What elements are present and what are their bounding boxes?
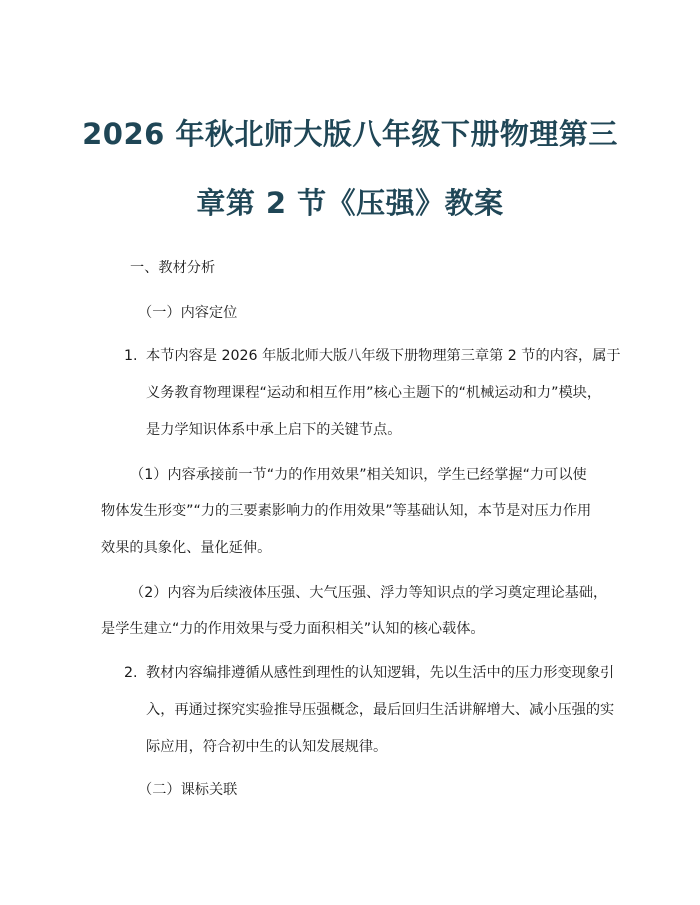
subsection-heading-curriculum-standards: （二）课标关联 <box>138 782 238 798</box>
para1-line-2: 物体发生形变”“力的三要素影响力的作用效果”等基础认知，本节是对压力作用 <box>101 503 592 519</box>
section-heading-textbook-analysis: 一、教材分析 <box>130 260 216 276</box>
list-number-1: 1. <box>124 348 138 364</box>
item2-line-2: 入，再通过探究实验推导压强概念，最后回归生活讲解增大、减小压强的实 <box>146 702 615 718</box>
para2-line-2: 是学生建立“力的作用效果与受力面积相关”认知的核心载体。 <box>101 621 485 637</box>
item2-line-3: 际应用，符合初中生的认知发展规律。 <box>146 739 388 755</box>
subsection-heading-content-positioning: （一）内容定位 <box>138 305 238 321</box>
item2-line-1: 教材内容编排遵循从感性到理性的认知逻辑，先以生活中的压力形变现象引 <box>146 665 615 681</box>
para1-line-3: 效果的具象化、量化延伸。 <box>101 540 272 556</box>
document-title-line-1: 2026 年秋北师大版八年级下册物理第三 <box>82 117 618 151</box>
item1-line-2: 义务教育物理课程“运动和相互作用”核心主题下的“机械运动和力”模块， <box>146 385 602 401</box>
item1-line-3: 是力学知识体系中承上启下的关键节点。 <box>146 422 402 438</box>
document-title-line-2: 章第 2 节《压强》教案 <box>196 186 504 220</box>
para2-line-1: （2）内容为后续液体压强、大气压强、浮力等知识点的学习奠定理论基础， <box>130 585 608 601</box>
list-number-2: 2. <box>124 665 138 681</box>
item1-line-1: 本节内容是 2026 年版北师大版八年级下册物理第三章第 2 节的内容，属于 <box>146 348 621 364</box>
para1-line-1: （1）内容承接前一节“力的作用效果”相关知识，学生已经掌握“力可以使 <box>130 467 587 483</box>
